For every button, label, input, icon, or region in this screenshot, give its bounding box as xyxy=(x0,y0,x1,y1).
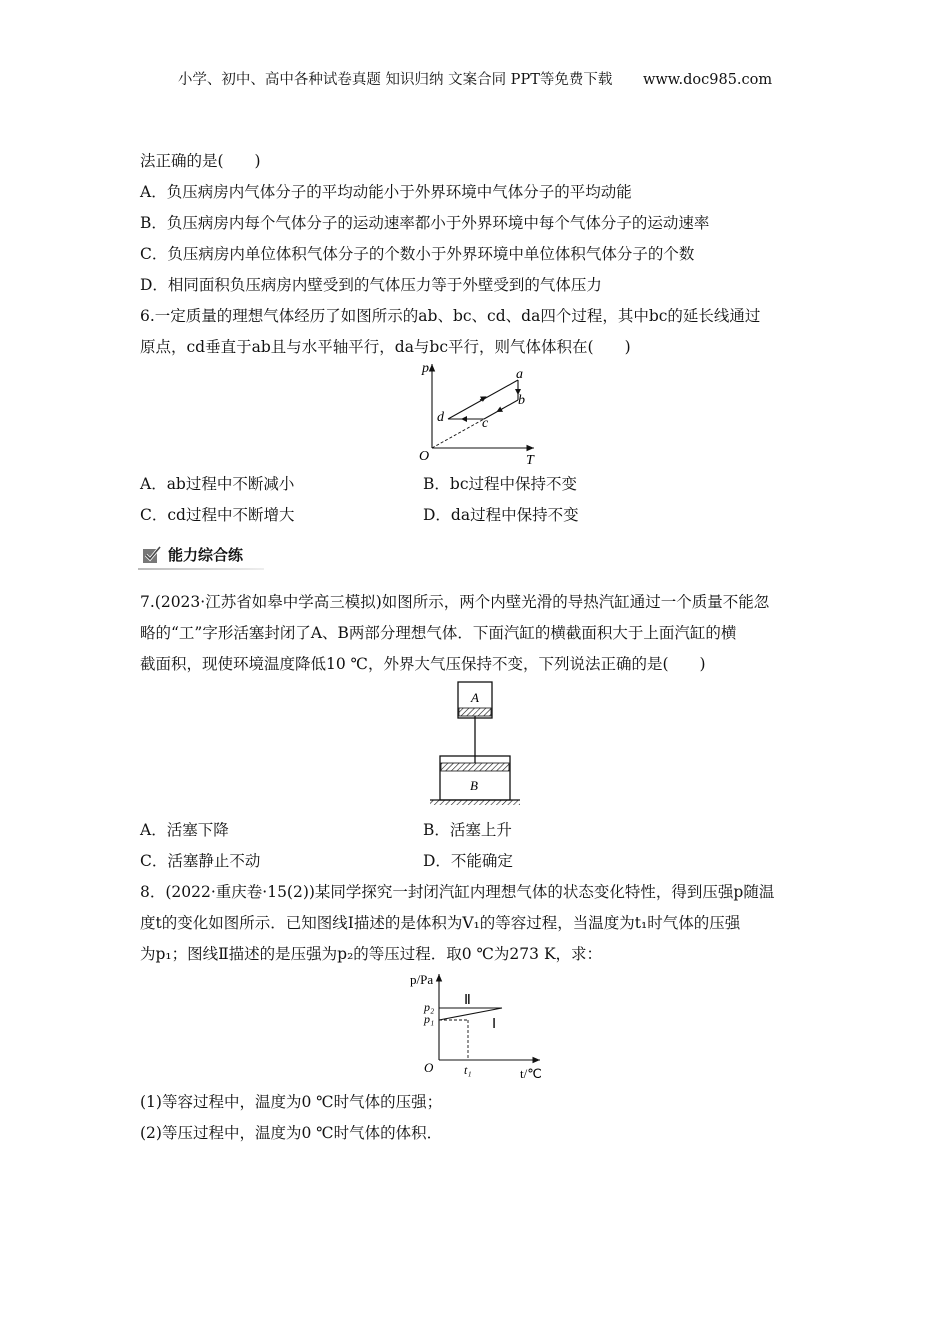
q5-option-b: B．负压病房内每个气体分子的运动速率都小于外界环境中每个气体分子的运动速率 xyxy=(140,214,710,232)
q8-line-i: Ⅰ xyxy=(492,1017,497,1032)
q8-origin: O xyxy=(424,1060,434,1075)
q7-gas-b: B xyxy=(470,778,478,793)
q7-stem-line2: 略的“工”字形活塞封闭了A、B两部分理想气体．下面汽缸的横截面积大于上面汽缸的横 xyxy=(140,624,737,642)
q8-stem-line1: 8．(2022·重庆卷·15(2))某同学探究一封闭汽缸内理想气体的状态变化特性，得到压强p随温 xyxy=(140,883,775,901)
checkbox-icon xyxy=(142,546,162,564)
q6-pt-figure xyxy=(410,360,550,468)
q7-gas-a: A xyxy=(471,690,479,705)
q6-point-b: b xyxy=(518,393,525,408)
header-text: 小学、初中、高中各种试卷真题 知识归纳 文案合同 PPT等免费下载 xyxy=(177,72,613,88)
q7-cylinder-figure xyxy=(425,678,525,806)
q5-option-a: A．负压病房内气体分子的平均动能小于外界环境中气体分子的平均动能 xyxy=(140,183,632,201)
q6-stem-line1: 6.一定质量的理想气体经历了如图所示的ab、bc、cd、da四个过程，其中bc的延长线通过 xyxy=(140,307,761,325)
q8-stem-line2: 度t的变化如图所示．已知图线Ⅰ描述的是体积为V₁的等容过程，当温度为t₁时气体的压强 xyxy=(140,914,741,932)
q7-stem-line3: 截面积，现使环境温度降低10 ℃，外界大气压保持不变，下列说法正确的是( ) xyxy=(140,655,706,673)
q7-option-c: C．活塞静止不动 xyxy=(140,852,261,870)
q6-axis-p: p xyxy=(422,361,429,376)
section-underline xyxy=(138,568,264,570)
page-header xyxy=(0,68,950,89)
q8-label-p2: p₂ xyxy=(424,1000,435,1014)
header-site: www.doc985.com xyxy=(642,72,773,88)
q8-label-t1: t₁ xyxy=(464,1063,472,1077)
section-header xyxy=(138,542,264,570)
q8-line-ii: Ⅱ xyxy=(464,993,471,1008)
q6-option-c: C．cd过程中不断增大 xyxy=(140,506,295,524)
q5-stem: 法正确的是( ) xyxy=(140,152,261,170)
q6-point-a: a xyxy=(516,367,523,382)
q6-option-b: B．bc过程中保持不变 xyxy=(423,475,577,493)
q8-label-p1: p₁ xyxy=(424,1012,435,1026)
q6-stem-line2: 原点，cd垂直于ab且与水平轴平行，da与bc平行，则气体体积在( ) xyxy=(140,338,631,356)
q5-option-d: D．相同面积负压病房内壁受到的气体压力等于外壁受到的气体压力 xyxy=(140,276,602,294)
q8-pt-figure xyxy=(402,968,552,1082)
q7-stem-line1: 7.(2023·江苏省如皋中学高三模拟)如图所示，两个内壁光滑的导热汽缸通过一个质量不能忽 xyxy=(140,593,770,611)
q8-sub1: (1)等容过程中，温度为0 ℃时气体的压强； xyxy=(140,1093,443,1111)
q7-option-a: A．活塞下降 xyxy=(140,821,229,839)
section-title: 能力综合练 xyxy=(168,546,244,564)
q5-option-c: C．负压病房内单位体积气体分子的个数小于外界环境中单位体积气体分子的个数 xyxy=(140,245,695,263)
q8-axis-y: p/Pa xyxy=(410,972,434,987)
q8-axis-x: t/℃ xyxy=(520,1066,542,1081)
q6-point-d: d xyxy=(437,410,444,425)
q7-option-d: D．不能确定 xyxy=(423,852,513,870)
q6-point-c: c xyxy=(482,416,489,431)
q6-option-a: A．ab过程中不断减小 xyxy=(140,475,295,493)
q6-option-d: D．da过程中保持不变 xyxy=(423,506,579,524)
q7-option-b: B．活塞上升 xyxy=(423,821,512,839)
q6-origin: O xyxy=(419,449,430,464)
q8-sub2: (2)等压过程中，温度为0 ℃时气体的体积． xyxy=(140,1124,443,1142)
q8-stem-line3: 为p₁；图线Ⅱ描述的是压强为p₂的等压过程．取0 ℃为273 K，求： xyxy=(140,945,603,963)
q6-axis-t: T xyxy=(526,453,534,468)
